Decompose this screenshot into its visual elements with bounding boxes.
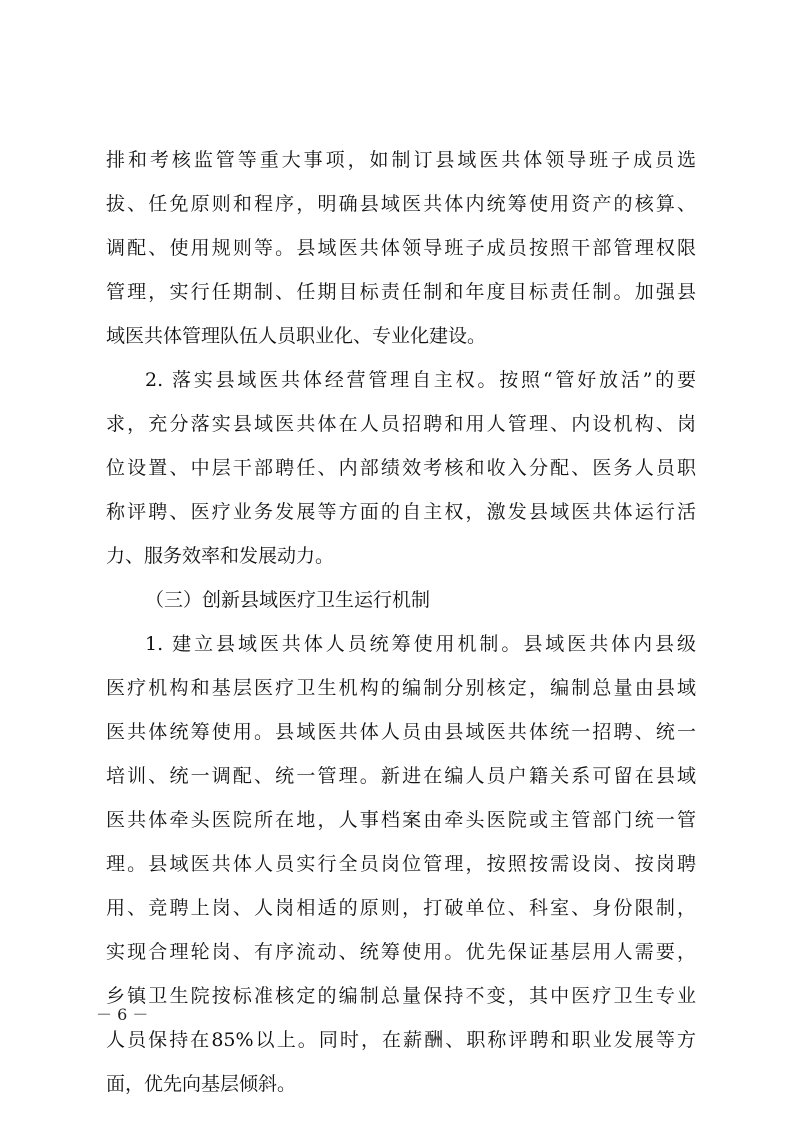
paragraph-first-line: 1. 建立县域医共体人员统筹使用机制。县域医共体内县级 bbox=[145, 633, 696, 655]
text-line: 排和考核监管等重大事项，如制订县域医共体领导班子成员选 bbox=[106, 149, 696, 171]
text-line: 调配、使用规则等。县域医共体领导班子成员按照干部管理权限 bbox=[106, 237, 696, 259]
text-line: 医共体牵头医院所在地，人事档案由牵头医院或主管部门统一管 bbox=[106, 809, 696, 831]
text-line: 拔、任免原则和程序，明确县域医共体内统筹使用资产的核算、 bbox=[106, 193, 696, 215]
text-line: 培训、统一调配、统一管理。新进在编人员户籍关系可留在县域 bbox=[106, 765, 696, 787]
text-line: 力、服务效率和发展动力。 bbox=[106, 545, 335, 567]
text-line: 管理，实行任期制、任期目标责任制和年度目标责任制。加强县 bbox=[106, 281, 696, 303]
text-line: 求，充分落实县域医共体在人员招聘和用人管理、内设机构、岗 bbox=[106, 413, 696, 435]
text-line: 理。县域医共体人员实行全员岗位管理，按照按需设岗、按岗聘 bbox=[106, 853, 696, 875]
text-line: 面，优先向基层倾斜。 bbox=[106, 1073, 297, 1095]
text-line: 乡镇卫生院按标准核定的编制总量保持不变，其中医疗卫生专业 bbox=[106, 985, 696, 1007]
text-line: 用、竞聘上岗、人岗相适的原则，打破单位、科室、身份限制， bbox=[106, 897, 696, 919]
page-number: － 6 － bbox=[96, 1005, 149, 1024]
text-line: 医共体统筹使用。县域医共体人员由县域医共体统一招聘、统一 bbox=[106, 721, 696, 743]
section-heading: （三）创新县域医疗卫生运行机制 bbox=[145, 589, 431, 611]
paragraph-first-line: 2. 落实县域医共体经营管理自主权。按照“管好放活”的要 bbox=[145, 369, 696, 391]
text-line: 位设置、中层干部聘任、内部绩效考核和收入分配、医务人员职 bbox=[106, 457, 696, 479]
text-line: 人员保持在85%以上。同时，在薪酬、职称评聘和职业发展等方 bbox=[106, 1029, 696, 1051]
text-line: 医疗机构和基层医疗卫生机构的编制分别核定，编制总量由县域 bbox=[106, 677, 696, 699]
text-line: 称评聘、医疗业务发展等方面的自主权，激发县域医共体运行活 bbox=[106, 501, 696, 523]
text-line: 域医共体管理队伍人员职业化、专业化建设。 bbox=[106, 325, 487, 347]
text-line: 实现合理轮岗、有序流动、统筹使用。优先保证基层用人需要， bbox=[106, 941, 696, 963]
